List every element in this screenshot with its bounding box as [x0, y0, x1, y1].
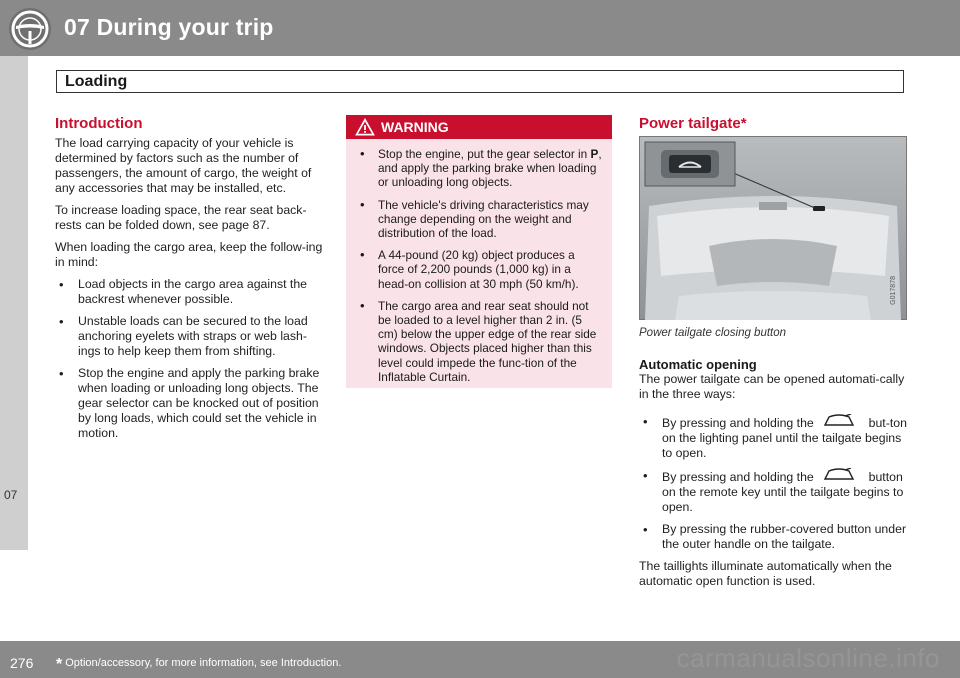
footnote-star: * [56, 656, 63, 673]
intro-paragraph: When loading the cargo area, keep the follow-ing in mind: [55, 240, 323, 269]
page-number: 276 [10, 655, 34, 671]
intro-heading: Introduction [55, 115, 143, 132]
automatic-opening-heading: Automatic opening [639, 357, 757, 372]
warning-text: , and apply the parking brake when loading or unloading long objects. [378, 147, 602, 190]
warning-triangle-icon [355, 118, 375, 136]
tailgate-photo [639, 136, 907, 320]
bullet-text: By pressing and holding the [662, 416, 814, 430]
warning-list [346, 139, 612, 384]
intro-paragraph: The load carrying capacity of your vehicle is determined by factors such as the number of passengers, the amount of cargo, the weight of any accessories that may be installed, etc. [55, 136, 312, 195]
list-item [639, 468, 907, 515]
list-item: • The vehicle's driving characteristics may change depending on the weight and distribution of the load. [356, 198, 602, 241]
warning-header [346, 115, 612, 139]
warning-text: Stop the engine, put the gear selector in [378, 147, 591, 161]
list-item: • By pressing the rubber-covered button under the outer handle on the tailgate. [639, 522, 907, 552]
bullet-text: button on the remote key until the tailgate begins to open. [662, 470, 904, 514]
bullet-text: but-ton on the lighting panel until the tailgate begins to open. [662, 416, 907, 460]
tailgate-column [639, 116, 907, 596]
intro-paragraph: To increase loading space, the rear seat back-rests can be folded down, see page 87. [55, 203, 307, 232]
image-code: G017878 [890, 276, 897, 305]
page-footer [0, 641, 960, 678]
tailgate-illustration [639, 136, 907, 320]
footnote-text: Option/accessory, for more information, see Introduction. [65, 657, 342, 669]
section-title: Loading [65, 73, 128, 90]
intro-bullet-list [55, 277, 323, 441]
tailgate-open-icon [823, 414, 855, 428]
list-item: • Stop the engine and apply the parking brake when loading or unloading long objects. The gear selector can be knocked out of position by long loads, which could set the vehicle in motion. [55, 366, 323, 441]
chapter-side-tab[interactable] [0, 56, 28, 550]
gear-position-p: P [590, 147, 599, 161]
list-item: • A 44-pound (20 kg) object produces a force of 2,200 pounds (1,000 kg) in a head-on collision at 30 mph (50 km/h). [356, 248, 602, 291]
list-item: • The cargo area and rear seat should not be loaded to a level higher than 2 in. (5 cm) below the upper edge of the rear side windows. Objects placed higher than this level could impede the func-tion of the Inflatable Curtain. [356, 299, 602, 384]
chapter-title: 07 During your trip [64, 14, 274, 40]
photo-caption: Power tailgate closing button [639, 327, 787, 339]
steering-wheel-icon [8, 7, 52, 51]
section-title-bar [56, 70, 904, 93]
bullet-text: By pressing and holding the [662, 470, 814, 484]
footnote [56, 656, 341, 674]
tailgate-intro: The power tailgate can be opened automati-cally in the three ways: [639, 372, 905, 401]
page-header [0, 0, 960, 56]
tailgate-outro: The taillights illuminate automatically when the automatic open function is used. [639, 559, 892, 588]
list-item: • Unstable loads can be secured to the load anchoring eyelets with straps or web lash-ings to help keep them from shifting. [55, 314, 323, 359]
warning-box [346, 115, 612, 388]
tailgate-heading: Power tailgate* [639, 115, 747, 132]
intro-column [55, 116, 323, 448]
list-item [639, 414, 907, 461]
watermark: carmanualsonline.info [676, 643, 940, 673]
warning-title: WARNING [381, 119, 449, 135]
list-item: • Load objects in the cargo area against the backrest whenever possible. [55, 277, 323, 307]
list-item [356, 147, 602, 190]
tailgate-bullet-list [639, 414, 907, 552]
tailgate-open-icon [823, 468, 855, 482]
chapter-tab-number: 07 [4, 488, 18, 502]
